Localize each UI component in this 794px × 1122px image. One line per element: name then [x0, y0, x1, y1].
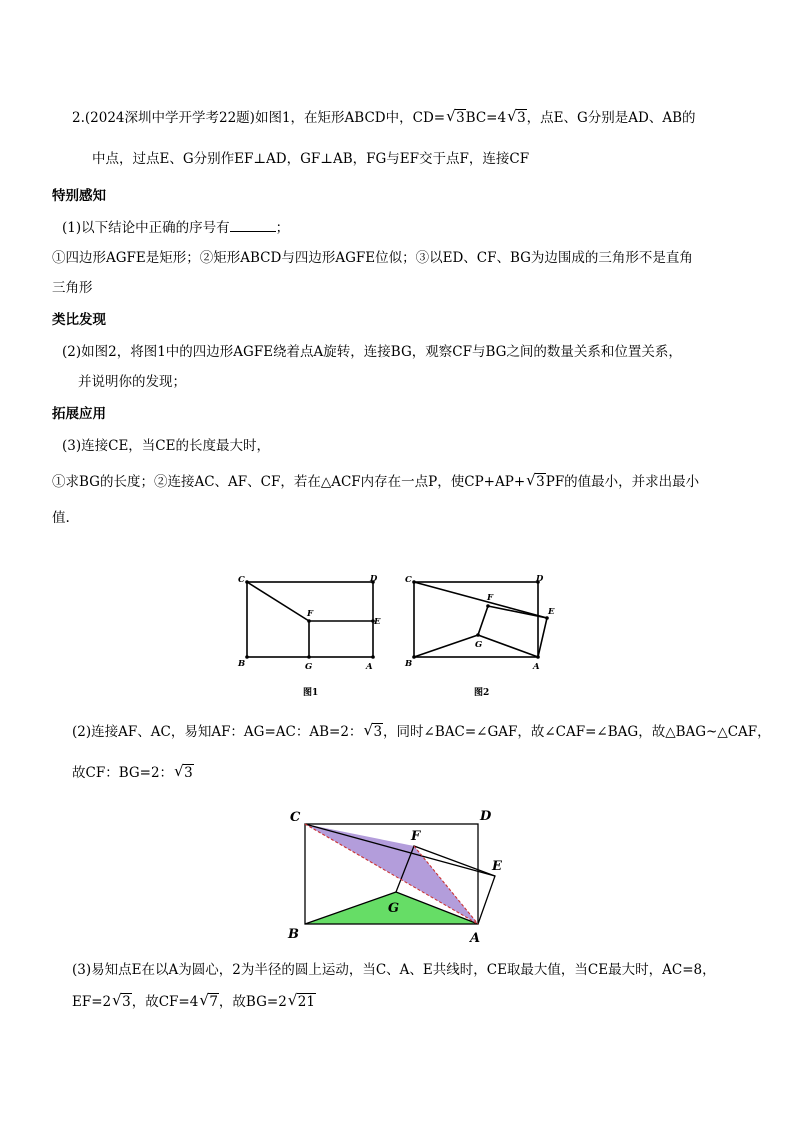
label-e: E — [548, 607, 555, 617]
fig2-caption: 图2 — [474, 688, 490, 698]
label-c: C — [238, 575, 245, 585]
options-line-2: 三角形 — [52, 280, 93, 296]
sqrt-3: √ 3 — [526, 472, 546, 492]
label-b: B — [405, 659, 413, 669]
label-e: E — [492, 859, 502, 874]
problem-line-1: 2.(2024深圳中学开学考22题)如图1，在矩形ABCD中，CD=√ 3BC=4√ 3，点E、G分别是AD、AB的 — [72, 108, 696, 128]
problem-line-2: 中点，过点E、G分别作EF⊥AD，GF⊥AB，FG与EF交于点F，连接CF — [92, 151, 530, 167]
label-e: E — [374, 617, 381, 627]
question-1: (1)以下结论中正确的序号有 ； — [62, 220, 290, 236]
question-3-line-3: 值. — [52, 510, 70, 526]
sqrt-3: √ 3 — [174, 763, 194, 783]
segment-cf — [414, 582, 547, 618]
segment-bg — [414, 635, 478, 657]
answer-3-line-1: (3)易知点E在以A为圆心，2为半径的圆上运动，当C、A、E共线时，CE取最大值，当CE最大时，AC=8， — [72, 962, 716, 978]
sqrt-21: √ 21 — [288, 992, 316, 1012]
label-f: F — [411, 829, 421, 844]
fig1-caption: 图1 — [303, 688, 319, 698]
heading-special: 特别感知 — [52, 188, 106, 204]
sqrt-3: √ 3 — [363, 722, 383, 742]
label-c: C — [290, 810, 301, 825]
figure-1 — [230, 570, 390, 680]
label-a: A — [366, 662, 373, 672]
question-2-line-2: 并说明你的发现； — [78, 374, 186, 390]
label-f: F — [307, 609, 314, 619]
sqrt-3: √ 3 — [507, 108, 527, 128]
label-g: G — [388, 901, 400, 916]
answer-2-line-2: 故CF：BG=2：√ 3 — [72, 763, 194, 783]
label-g: G — [475, 640, 483, 650]
heading-analogy: 类比发现 — [52, 312, 106, 328]
quad-agfe — [478, 606, 547, 657]
figure-3 — [280, 800, 530, 950]
sqrt-7: √ 7 — [199, 992, 219, 1012]
answer-2-line-1: (2)连接AF、AC，易知AF：AG=AC：AB=2：√ 3，同时∠BAC=∠GAF，故∠CAF=∠BAG，故△BAG~△CAF， — [72, 722, 771, 742]
segment-cf — [247, 582, 309, 621]
sqrt-3: √ 3 — [112, 992, 132, 1012]
answer-blank — [230, 218, 276, 232]
label-b: B — [288, 927, 299, 942]
label-f: F — [487, 593, 494, 603]
question-3-line-2: ①求BG的长度；②连接AC、AF、CF，若在△ACF内存在一点P，使CP+AP+√ 3PF的值最小，并求出最小 — [52, 472, 699, 492]
sqrt-3: √ 3 — [446, 108, 466, 128]
label-a: A — [470, 931, 481, 946]
heading-extend: 拓展应用 — [52, 406, 106, 422]
question-2-line-1: (2)如图2，将图1中的四边形AGFE绕着点A旋转，连接BG，观察CF与BG之间的数量关系和位置关系， — [62, 344, 682, 360]
figure-2 — [400, 570, 560, 680]
label-g: G — [305, 662, 313, 672]
label-c: C — [405, 575, 412, 585]
options-line-1: ①四边形AGFE是矩形；②矩形ABCD与四边形AGFE位似；③以ED、CF、BG为边围成的三角形不是直角 — [52, 250, 693, 266]
answer-3-line-2: EF=2√ 3，故CF=4√ 7，故BG=2√ 21 — [72, 992, 316, 1012]
label-d: D — [536, 574, 544, 584]
label-d: D — [370, 574, 378, 584]
label-b: B — [238, 659, 246, 669]
question-3-line-1: (3)连接CE，当CE的长度最大时， — [62, 438, 270, 454]
label-a: A — [533, 662, 540, 672]
label-d: D — [480, 809, 492, 824]
